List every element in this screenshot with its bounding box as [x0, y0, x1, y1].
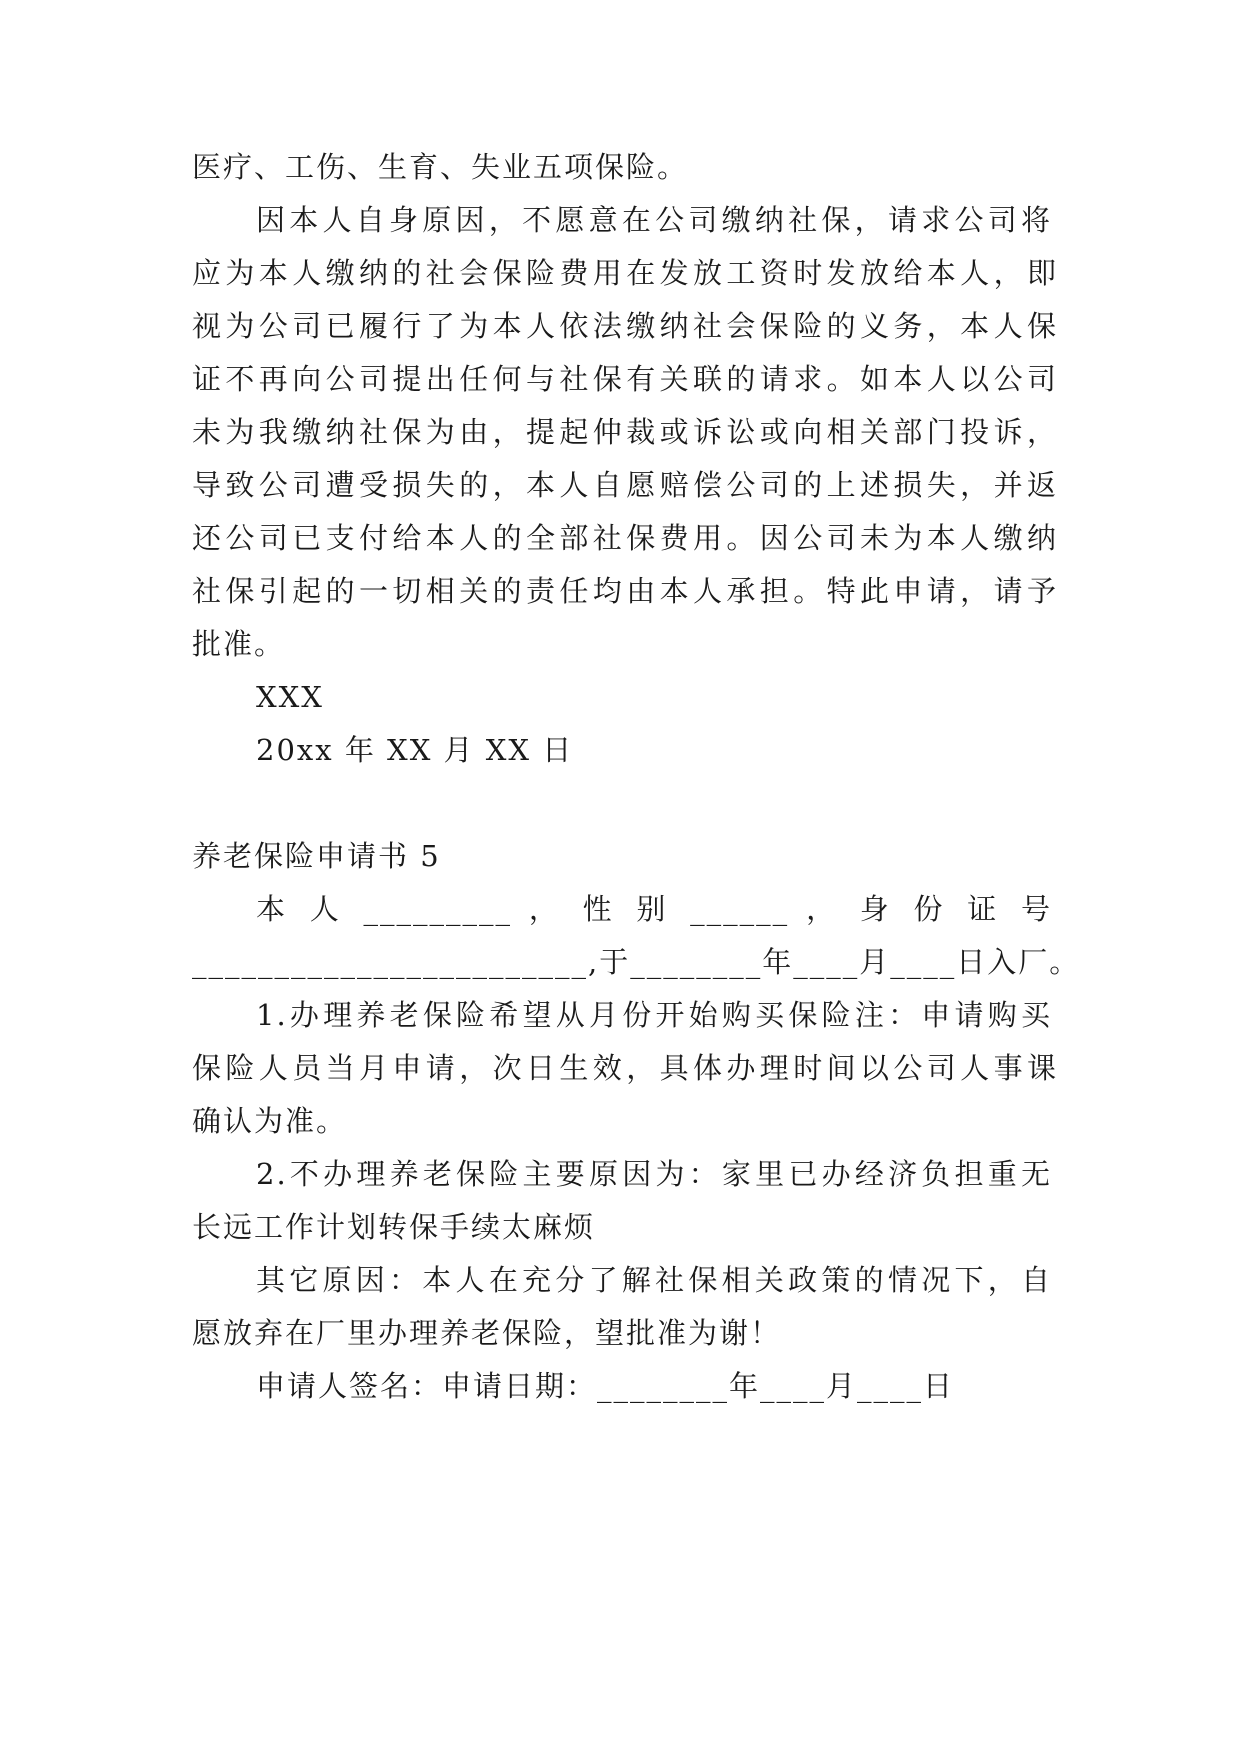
item1-line: 1.办理养老保险希望从月份开始购买保险注：申请购买: [256, 998, 1052, 1032]
form-line-entry-date: ________________________,于________年____月____日入厂。: [192, 945, 1081, 979]
body-line: 医疗、工伤、生育、失业五项保险。: [192, 150, 689, 184]
other-reason-line: 愿放弃在厂里办理养老保险，望批准为谢！: [192, 1316, 782, 1350]
body-line: 证不再向公司提出任何与社保有关联的请求。如本人以公司: [192, 362, 1058, 396]
item2-line: 长远工作计划转保手续太麻烦: [192, 1210, 596, 1244]
form-line-name-gender-id: 本 人 _________ ， 性 别 ______ ， 身 份 证 号: [256, 892, 1052, 926]
other-reason-line: 其它原因：本人在充分了解社保相关政策的情况下，自: [256, 1263, 1052, 1297]
item1-line: 保险人员当月申请，次日生效，具体办理时间以公司人事课: [192, 1051, 1058, 1085]
body-line: 应为本人缴纳的社会保险费用在发放工资时发放给本人，即: [192, 256, 1058, 290]
body-line: 还公司已支付给本人的全部社保费用。因公司未为本人缴纳: [192, 521, 1058, 555]
section-title: 养老保险申请书 5: [192, 839, 441, 873]
body-line: 视为公司已履行了为本人依法缴纳社会保险的义务，本人保: [192, 309, 1058, 343]
applicant-sign-line: 申请人签名：申请日期：________年____月____日: [256, 1369, 955, 1403]
body-line: 批准。: [192, 627, 286, 661]
signature-name: XXX: [256, 680, 324, 714]
signature-date: 20xx 年 XX 月 XX 日: [256, 733, 574, 767]
body-line: 导致公司遭受损失的，本人自愿赔偿公司的上述损失，并返: [192, 468, 1058, 502]
item2-line: 2.不办理养老保险主要原因为：家里已办经济负担重无: [256, 1157, 1052, 1191]
body-line: 因本人自身原因，不愿意在公司缴纳社保，请求公司将: [256, 203, 1052, 237]
body-line: 社保引起的一切相关的责任均由本人承担。特此申请，请予: [192, 574, 1058, 608]
item1-line: 确认为准。: [192, 1104, 348, 1138]
body-line: 未为我缴纳社保为由，提起仲裁或诉讼或向相关部门投诉，: [192, 415, 1058, 449]
